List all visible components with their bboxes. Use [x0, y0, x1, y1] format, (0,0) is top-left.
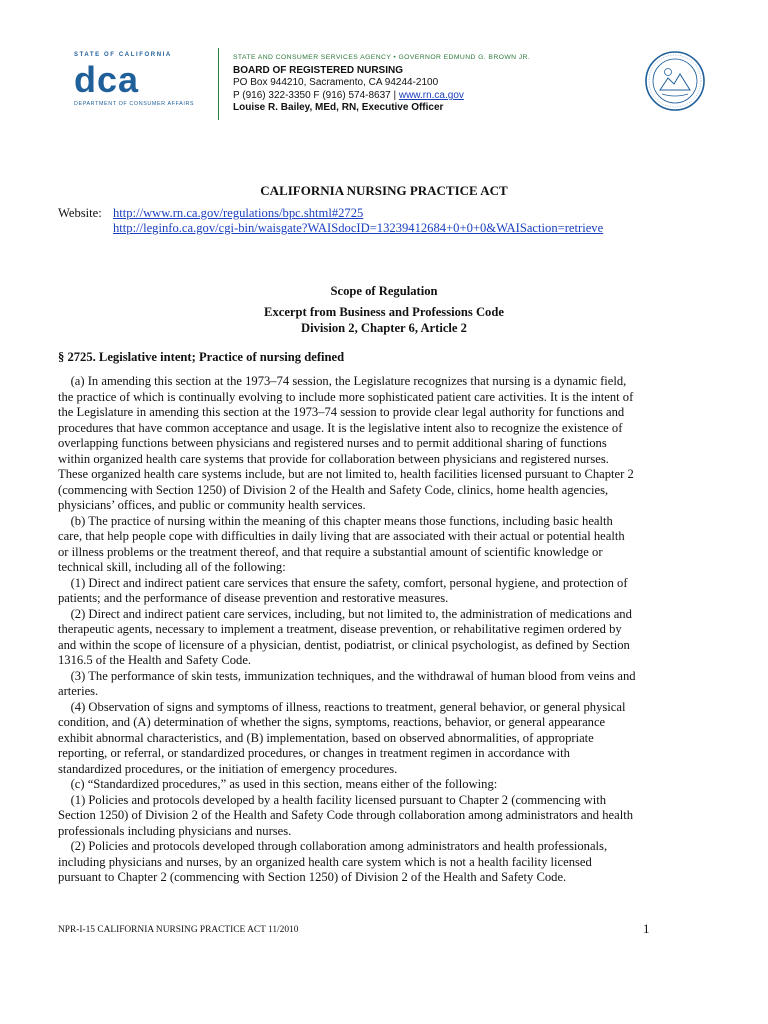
- body-line: patients; and the performance of disease prevention and restorative measures.: [58, 591, 449, 605]
- body-line: (commencing with Section 1250) of Division 2 of the Health and Safety Code, clinics, home health agencies,: [58, 482, 609, 497]
- logo-letter: a: [118, 59, 138, 100]
- body-line: physicians’ offices, and public or community health services.: [58, 498, 366, 512]
- body-line: (4) Observation of signs and symptoms of illness, reactions to treatment, general behavior, or general physical: [58, 699, 626, 714]
- body-line: (a) In amending this section at the 1973–74 session, the Legislature recognizes that nursing is a dynamic field,: [58, 374, 627, 388]
- division-heading: Division 2, Chapter 6, Article 2: [301, 321, 467, 335]
- dca-logo: [74, 52, 214, 122]
- body-line: standardized procedures, or the initiation of emergency procedures.: [58, 761, 398, 776]
- mailing-address: PO Box 944210, Sacramento, CA 94244-2100: [233, 77, 439, 88]
- body-line: (1) Direct and indirect patient care services that ensure the safety, comfort, personal hygiene, and protection of: [58, 575, 628, 590]
- body-line: (b) The practice of nursing within the meaning of this chapter means those functions, including basic health: [58, 513, 613, 528]
- board-name: BOARD OF REGISTERED NURSING: [233, 65, 404, 76]
- body-line: exhibit abnormal characteristics, and (B) implementation, based on observed abnormalities, of appropriate: [58, 730, 594, 745]
- body-line: care, that help people cope with difficulties in daily living that are associated with their actual or potential health: [58, 529, 625, 543]
- statute-body: [58, 374, 708, 886]
- contact-line: [233, 89, 530, 102]
- body-line: reporting, or referral, or standardized procedures, or changes in treatment regimen in accordance with: [58, 746, 570, 760]
- logo-wordmark: [74, 59, 214, 100]
- logo-letter: c: [97, 59, 117, 100]
- body-line: the practice of which is continually evolving to include more sophisticated patient care activities. It is the intent of: [58, 389, 634, 404]
- logo-state-text: STATE OF CALIFORNIA: [74, 52, 172, 58]
- leginfo-link[interactable]: http://leginfo.ca.gov/cgi-bin/waisgate?WAISdocID=13239412684+0+0+0&WAISaction=retrieve: [113, 221, 604, 235]
- body-line: procedures that have common acceptance and usage. It is the legislative intent also to recognize the existence of: [58, 420, 623, 435]
- state-seal-icon: [644, 50, 706, 112]
- body-line: (c) “Standardized procedures,” as used in this section, means either of the following:: [58, 777, 498, 791]
- body-line: technical skill, including all of the following:: [58, 560, 286, 574]
- body-line: pursuant to Chapter 2 (commencing with Section 1250) of Division 2 of the Health and Safety Code.: [58, 870, 567, 884]
- section-heading: § 2725. Legislative intent; Practice of nursing defined: [58, 350, 345, 364]
- body-line: These organized health care systems include, but are not limited to, health facilities licensed pursuant to Chapter 2: [58, 467, 634, 481]
- body-line: (3) The performance of skin tests, immunization techniques, and the withdrawal of human blood from veins and: [58, 668, 636, 683]
- board-website-link[interactable]: www.rn.ca.gov: [398, 90, 464, 101]
- body-line: overlapping functions between physicians and registered nurses and to permit additional sharing of functions: [58, 436, 607, 450]
- phone-fax: P (916) 322-3350 F (916) 574-8637 |: [233, 90, 399, 101]
- excerpt-heading: Excerpt from Business and Professions Code: [264, 305, 504, 319]
- letterhead: [60, 44, 708, 124]
- executive-officer: Louise R. Bailey, MEd, RN, Executive Officer: [233, 102, 444, 113]
- body-line: (1) Policies and protocols developed by a health facility licensed pursuant to Chapter 2 (commencing with: [58, 792, 607, 807]
- body-line: arteries.: [58, 684, 99, 698]
- body-line: (2) Policies and protocols developed through collaboration among administrators and health professionals,: [58, 839, 608, 853]
- body-line: the Legislature in amending this section at the 1973–74 session to provide clear legal authority for functions and: [58, 405, 625, 419]
- logo-department-text: DEPARTMENT OF CONSUMER AFFAIRS: [74, 101, 195, 107]
- body-line: including physicians and nurses, by an organized health care system which is not a health facility licensed: [58, 854, 592, 869]
- body-line: (2) Direct and indirect patient care services, including, but not limited to, the administration of medications and: [58, 606, 632, 621]
- body-line: and within the scope of licensure of a physician, dentist, podiatrist, or clinical psychologist, as defined by Section: [58, 637, 630, 652]
- website-label: Website:: [58, 206, 102, 220]
- bpc-link[interactable]: http://www.rn.ca.gov/regulations/bpc.shtml#2725: [113, 206, 364, 220]
- body-line: condition, and (A) determination of whether the signs, symptoms, reactions, behavior, or general appearance: [58, 715, 606, 729]
- body-line: 1316.5 of the Health and Safety Code.: [58, 653, 252, 667]
- body-line: professionals including physicians and nurses.: [58, 823, 292, 838]
- scope-heading: Scope of Regulation: [330, 284, 438, 298]
- logo-letter: d: [74, 59, 95, 100]
- body-line: within organized health care systems that provide for collaboration between physicians and registered nurses.: [58, 451, 609, 466]
- letterhead-divider: [218, 48, 219, 120]
- body-line: therapeutic agents, necessary to implement a treatment, disease prevention, or rehabilitative regimen ordered by: [58, 622, 622, 636]
- agency-info: [233, 54, 530, 113]
- website-block: [58, 206, 603, 236]
- document-title: CALIFORNIA NURSING PRACTICE ACT: [260, 183, 508, 198]
- agency-line: STATE AND CONSUMER SERVICES AGENCY • GOVERNOR EDMUND G. BROWN JR.: [233, 54, 531, 61]
- body-line: or illness problems or the treatment thereof, and that require a substantial amount of scientific knowledge or: [58, 544, 603, 559]
- page-number: 1: [643, 921, 650, 936]
- body-line: Section 1250) of Division 2 of the Health and Safety Code through collaboration among administrators and health: [58, 808, 633, 822]
- footer-reference: NPR-I-15 CALIFORNIA NURSING PRACTICE ACT 11/2010: [58, 925, 299, 935]
